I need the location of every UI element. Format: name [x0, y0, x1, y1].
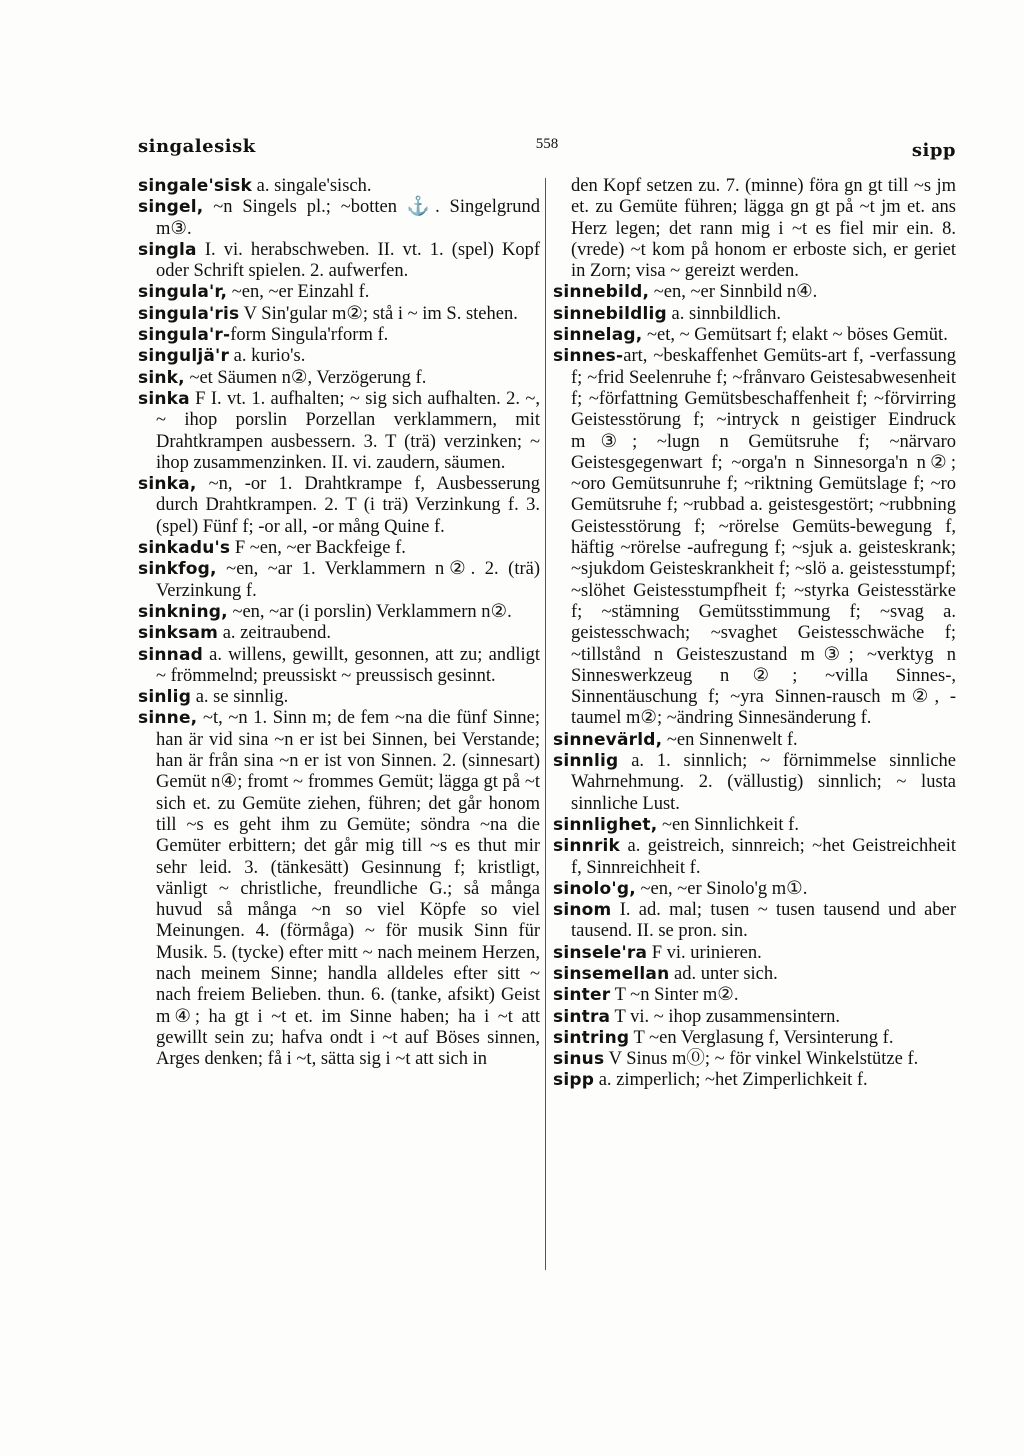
entry-headword: sinter [553, 985, 611, 1006]
entry-definition: V Sinus m⓪; ~ för vinkel Winkelstütze f. [604, 1049, 919, 1070]
dictionary-entry [553, 1049, 956, 1070]
entry-headword: sinolo'g, [553, 878, 636, 899]
entry-definition: F I. vt. 1. aufhalten; ~ sig sich aufhalten. 2. ~, ~ ihop porslin Porzellan verklammern, mit Drahtkrampen ausbessern. 3. T (trä) verzinken; ~ ihop zusammenzinken. II. vi. zaudern, säumen. [156, 388, 540, 473]
entry-definition: a. zimperlich; ~het Zimperlichkeit f. [594, 1070, 868, 1091]
dictionary-entry [138, 346, 540, 367]
entry-headword: sinksam [138, 623, 219, 644]
entry-definition: ~en, ~er Einzahl f. [227, 282, 370, 303]
entry-definition: ad. unter sich. [669, 963, 778, 984]
entry-headword: singale'sisk [138, 176, 253, 196]
dictionary-entry [553, 943, 956, 964]
dictionary-entry [553, 1070, 956, 1091]
entry-definition: T ~en Verglasung f, Versinterung f. [629, 1027, 894, 1048]
entry-definition: art, ~beskaffenhet Gemüts-art f, -verfassung f; ~frid Seelenruhe f; ~frånvaro Geistesabwesenheit f; ~författning Gemütsbeschaffenheit f; ~förvirring Geistesstörung f; ~intryck n geistiger Eindruck m③; ~lugn n Gemütsruhe f; ~närvaro Geistesgegenwart f; ~orga'n n Sinnesorga'n n②; ~oro Gemütsunruhe f; ~riktning Gemütslage f; ~ro Gemütsruhe f; ~rubbad a. geistesgestört; ~rubbning Geistesstörung f; ~rörelse Gemüts-bewegung f, häftig ~rörelse -aufregung f; ~sjuk a. geisteskrank; ~sjukdom Geisteskrankheit f; ~slö a. geistesstumpf; ~slöhet Geistesstumpfheit f; ~styrka Geistesstärke f; ~stämning Gemütsstimmung f; ~svag a. geistesschwach; ~svaghet Geistesschwäche f; ~tillstånd n Geisteszustand m③; ~verktyg n Sinneswerkzeug n②; ~villa Sinnes-, Sinnentäuschung f; ~yra Sinnen-rausch m②, -taumel m②; ~ändring Sinnesänderung f. [571, 346, 956, 729]
entry-headword: singuljä'r [138, 346, 230, 367]
entry-definition: ~et Säumen n②, Verzögerung f. [184, 367, 427, 388]
entry-headword: sinkning, [138, 601, 228, 622]
entry-definition: ~et, ~ Gemütsart f; elakt ~ böses Gemüt. [642, 325, 948, 346]
dictionary-entry [138, 240, 540, 283]
dictionary-entry [553, 751, 956, 815]
entry-definition: ~t, ~n 1. Sinn m; de fem ~na die fünf Sinne; han är vid sina ~n er ist bei Sinnen, bei Verstande; han är från sina ~n er ist von Sinnen. 2. (sinnesart) Gemüt n④; fromt ~ frommes Gemüt; lägga gt på ~t sich et. zu Gemüte ziehen, führen; det går honom till ~s es geht ihm zu Gemüte; söndra ~na die Gemüter erbittern; det går mig till ~s es thut mir sehr leid. 3. (tänkesätt) Gesinnung f; kristligt, vänligt ~ christliche, freundliche G.; så många huvud så många ~n so viel Köpfe so viel Meinungen. 4. (förmåga) ~ för musik Sinn für Musik. 5. (tycke) efter mitt ~ nach meinem Herzen, nach meinem Sinne; handla alldeles efter sitt ~ nach freiem Belieben. thun. 6. (tanke, afsikt) Geist m④; ha gt i ~t et. im Sinne haben; ha i ~t att gewillt sein zu; hafva ondt i ~t auf Böses sinnen, Arges denken; få i ~t, sätta sig i ~t att sich in [156, 708, 540, 1070]
entry-definition: form Singula'rform f. [230, 325, 389, 346]
dictionary-entry [553, 815, 956, 836]
entry-definition: a. se sinnlig. [191, 687, 289, 708]
entry-headword: sinom [553, 900, 612, 921]
entry-definition: a. kurio's. [229, 346, 306, 367]
entry-headword: sintra [553, 1006, 611, 1027]
dictionary-entry [138, 197, 540, 240]
dictionary-entry [138, 368, 540, 389]
dictionary-entry [553, 325, 956, 346]
dictionary-entry [553, 282, 956, 303]
column-divider [545, 178, 546, 1270]
entry-headword: singula'ris [138, 303, 240, 324]
dictionary-entry [553, 1028, 956, 1049]
dictionary-entry [138, 474, 540, 538]
entry-headword: sinnlighet, [553, 814, 658, 835]
entry-definition: a. singale'sisch. [252, 176, 372, 196]
dictionary-entry [553, 964, 956, 985]
entry-headword: singel, [138, 197, 204, 218]
entry-definition: a. 1. sinnlich; ~ förnimmelse sinnliche Wahrnehmung. 2. (vällustig) sinnlich; ~ lusta sinnliche Lust. [571, 751, 956, 814]
entry-definition: a. zeitraubend. [218, 623, 332, 644]
header-left-guideword: singalesisk [138, 136, 256, 157]
page-header [138, 136, 956, 166]
entry-headword: sipp [553, 1070, 595, 1091]
dictionary-entry [138, 708, 540, 1070]
dictionary-entry [138, 687, 540, 708]
entry-definition: V Sin'gular m②; stå i ~ im S. stehen. [239, 303, 518, 324]
entry-definition: a. sinnbildlich. [666, 303, 781, 324]
entry-definition: ~en, ~ar (i porslin) Verklammern n②. [227, 601, 512, 622]
dictionary-entry [553, 1007, 956, 1028]
dictionary-entry [138, 538, 540, 559]
dictionary-entry [553, 346, 956, 729]
dictionary-entry [138, 282, 540, 303]
entry-headword: sinnebild, [553, 282, 650, 303]
entry-headword: sinnelag, [553, 325, 643, 346]
left-column [138, 176, 540, 1070]
entry-headword: sinnebildlig [553, 303, 667, 324]
entry-headword: singula'r, [138, 282, 228, 303]
entry-headword: sinka [138, 388, 190, 409]
entry-definition: ~n, -or 1. Drahtkrampe f, Ausbesserung durch Drahtkrampen. 2. T (i trä) Verzinkung f. 3. (spel) Fünf f; -or all, -or mång Quine f. [156, 474, 540, 537]
dictionary-entry [553, 836, 956, 879]
dictionary-entry [138, 602, 540, 623]
entry-definition: F vi. urinieren. [647, 942, 762, 963]
entry-headword: sinnrik [553, 836, 621, 857]
dictionary-entry [553, 176, 956, 282]
dictionary-entry [138, 623, 540, 644]
dictionary-entry [553, 985, 956, 1006]
entry-definition: ~en Sinnenwelt f. [662, 729, 798, 750]
dictionary-entry [553, 879, 956, 900]
entry-headword: singula'r- [138, 325, 231, 346]
entry-headword: sinnevärld, [553, 729, 663, 750]
entry-headword: singla [138, 239, 197, 260]
entry-definition: T ~n Sinter m②. [610, 985, 739, 1006]
entry-headword: sinus [553, 1049, 605, 1070]
entry-definition: den Kopf setzen zu. 7. (minne) föra gn gt till ~s jm et. zu Gemüte führen; lägga gn gt på ~t jm et. ans Herz legen; det rann mig i ~t es fiel mir ein. 8. (vrede) ~t kom på honom er erboste sich, er geriet in Zorn; visa ~ gereizt werden. [571, 176, 956, 282]
entry-headword: sinlig [138, 687, 192, 708]
right-column [553, 176, 956, 1092]
entry-headword: sinnad [138, 644, 203, 665]
entry-definition: I. vi. herabschweben. II. vt. 1. (spel) Kopf oder Schrift spielen. 2. aufwerfen. [156, 239, 540, 282]
entry-definition: F ~en, ~er Backfeige f. [230, 538, 406, 559]
entry-headword: sinkadu's [138, 538, 231, 559]
entry-definition: ~en, ~er Sinnbild n④. [649, 282, 818, 303]
dictionary-entry [138, 645, 540, 688]
dictionary-entry [138, 325, 540, 346]
entry-definition: ~n Singels pl.; ~botten ⚓. Singelgrund m③. [156, 197, 540, 239]
dictionary-entry [138, 304, 540, 325]
dictionary-entry [553, 304, 956, 325]
entry-definition: a. geistreich, sinnreich; ~het Geistreichheit f, Sinnreichheit f. [571, 836, 956, 878]
entry-definition: a. willens, gewillt, gesonnen, att zu; andligt ~ frömmelnd; preussiskt ~ preussisch gesinnt. [156, 644, 540, 686]
entry-headword: sinnes- [553, 346, 624, 367]
entry-headword: sintring [553, 1027, 630, 1048]
entry-headword: sinsele'ra [553, 942, 648, 963]
entry-headword: sinka, [138, 474, 197, 495]
entry-definition: ~en, ~ar 1. Verklammern n②. 2. (trä) Verzinkung f. [156, 559, 540, 601]
entry-definition: T vi. ~ ihop zusammensintern. [610, 1006, 840, 1027]
entry-definition: ~en, ~er Sinolo'g m①. [635, 878, 808, 899]
dictionary-entry [553, 900, 956, 943]
entry-definition: ~en Sinnlichkeit f. [657, 814, 799, 835]
dictionary-entry [138, 559, 540, 602]
entry-headword: sinkfog, [138, 559, 217, 580]
entry-headword: sinnlig [553, 751, 619, 772]
dictionary-entry [138, 389, 540, 474]
dictionary-entry [553, 730, 956, 751]
header-right-guideword: sipp [911, 140, 956, 161]
entry-definition: I. ad. mal; tusen ~ tusen tausend und aber tausend. II. se pron. sin. [571, 900, 956, 942]
page-number: 558 [535, 136, 559, 152]
entry-headword: sinne, [138, 708, 198, 729]
entry-headword: sinsemellan [553, 963, 670, 984]
entry-headword: sink, [138, 367, 185, 388]
dictionary-entry [138, 176, 540, 197]
